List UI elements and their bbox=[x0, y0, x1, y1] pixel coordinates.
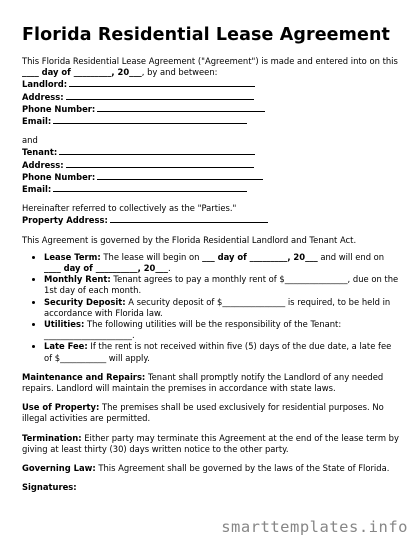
tenant-address-line[interactable] bbox=[66, 159, 254, 168]
tenant-phone-label: Phone Number: bbox=[22, 171, 96, 182]
tenant-email-field bbox=[22, 183, 400, 195]
and-text: and bbox=[22, 135, 38, 146]
term-text: Tenant agrees to pay a monthly rent of $_______________, due on the 1st day of each month. bbox=[44, 274, 399, 296]
maintenance-text: Tenant shall promptly notify the Landlord of any needed repairs. Landlord will maintain the premises in accordance with state laws. bbox=[22, 371, 384, 394]
watermark: smarttemplates.info bbox=[221, 518, 408, 536]
use-label: Use of Property: bbox=[22, 402, 100, 413]
document-title: Florida Residential Lease Agreement bbox=[22, 25, 390, 45]
maintenance-paragraph bbox=[22, 372, 400, 394]
landlord-field bbox=[22, 78, 400, 90]
parties-text: Hereinafter referred to collectively as the "Parties." bbox=[22, 203, 237, 214]
term-text: A security deposit of $_______________ is required, to be held in accordance with Florida law. bbox=[44, 296, 391, 318]
landlord-email-line[interactable] bbox=[53, 115, 247, 124]
intro-line-2: , by and between: bbox=[141, 67, 218, 78]
lease-document bbox=[22, 24, 400, 494]
tenant-label: Tenant: bbox=[22, 147, 58, 158]
property-address-line[interactable] bbox=[110, 214, 268, 223]
term-start-date-blank: ___ day of _________, 20___ bbox=[202, 251, 318, 262]
term-label: Security Deposit: bbox=[44, 296, 126, 307]
term-end-date-blank: ____ day of __________, 20___ bbox=[44, 263, 168, 274]
tenant-address-label: Address: bbox=[22, 159, 64, 170]
term-label: Late Fee: bbox=[44, 341, 88, 352]
landlord-name-line[interactable] bbox=[69, 78, 255, 87]
termination-text: Either party may terminate this Agreement at the end of the lease term by giving at least thirty (30) days written notice to the other party. bbox=[22, 432, 399, 454]
landlord-email-label: Email: bbox=[22, 116, 52, 127]
term-label: Monthly Rent: bbox=[44, 274, 111, 285]
landlord-phone-line[interactable] bbox=[97, 103, 265, 112]
tenant-email-label: Email: bbox=[22, 184, 52, 195]
use-paragraph bbox=[22, 402, 400, 424]
governing-text: This Agreement shall be governed by the laws of the State of Florida. bbox=[95, 463, 390, 474]
term-lease-term bbox=[44, 252, 400, 274]
landlord-phone-label: Phone Number: bbox=[22, 103, 96, 114]
term-text: The following utilities will be the responsibility of the Tenant: _____________________. bbox=[44, 319, 342, 341]
term-label: Utilities: bbox=[44, 319, 85, 330]
tenant-address-field bbox=[22, 159, 400, 171]
term-monthly-rent bbox=[44, 274, 400, 296]
signatures-heading: Signatures: bbox=[22, 482, 77, 493]
termination-paragraph bbox=[22, 433, 400, 455]
termination-label: Termination: bbox=[22, 432, 82, 443]
landlord-address-field bbox=[22, 91, 400, 103]
landlord-label: Landlord: bbox=[22, 79, 68, 90]
property-address-label: Property Address: bbox=[22, 215, 108, 226]
intro-line-1: This Florida Residential Lease Agreement ("Agreement") is made and entered into on this bbox=[22, 56, 398, 66]
term-text: and will end on bbox=[317, 251, 385, 262]
term-text: The lease will begin on bbox=[100, 251, 203, 262]
landlord-email-field bbox=[22, 115, 400, 127]
term-late-fee bbox=[44, 341, 400, 363]
property-address-field bbox=[22, 214, 400, 226]
term-utilities bbox=[44, 319, 400, 341]
use-text: The premises shall be used exclusively for residential purposes. No illegal activities are permitted. bbox=[22, 402, 384, 424]
tenant-email-line[interactable] bbox=[53, 183, 247, 192]
governing-paragraph bbox=[22, 463, 400, 474]
terms-list bbox=[22, 252, 400, 364]
landlord-phone-field bbox=[22, 103, 400, 115]
term-security-deposit bbox=[44, 297, 400, 319]
landlord-address-line[interactable] bbox=[66, 91, 254, 100]
term-label: Lease Term: bbox=[44, 251, 101, 262]
landlord-address-label: Address: bbox=[22, 91, 64, 102]
tenant-phone-field bbox=[22, 171, 400, 183]
intro-paragraph bbox=[22, 56, 400, 78]
term-text: If the rent is not received within five (5) days of the due date, a late fee of $___________ will apply. bbox=[44, 341, 392, 363]
governed-text: This Agreement is governed by the Florida Residential Landlord and Tenant Act. bbox=[22, 234, 357, 245]
maintenance-label: Maintenance and Repairs: bbox=[22, 371, 146, 382]
governing-label: Governing Law: bbox=[22, 463, 96, 474]
term-text: . bbox=[167, 263, 171, 274]
intro-date-blank: ____ day of _________, 20___ bbox=[22, 67, 142, 78]
tenant-field bbox=[22, 146, 400, 158]
tenant-phone-line[interactable] bbox=[97, 171, 263, 180]
tenant-name-line[interactable] bbox=[59, 146, 255, 155]
